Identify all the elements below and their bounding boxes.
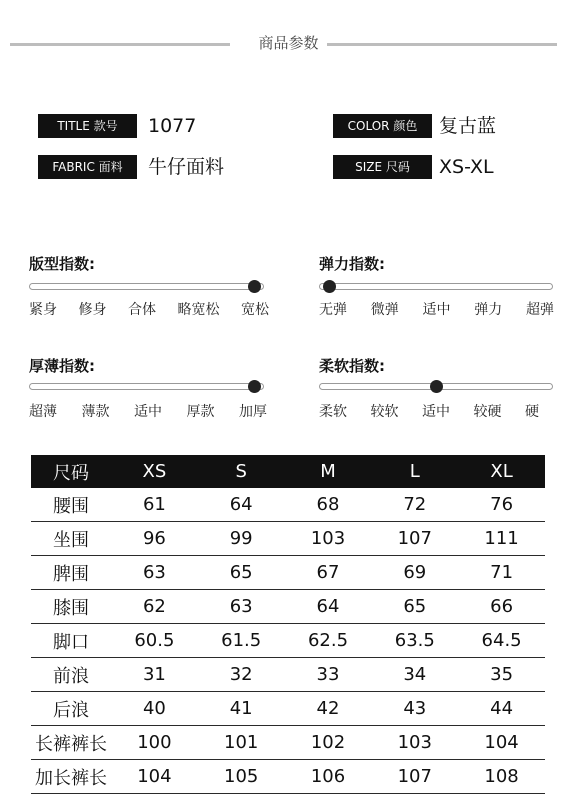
table-cell: 111 (458, 522, 545, 556)
header-line-right (327, 43, 557, 46)
table-cell: 105 (198, 760, 285, 794)
table-cell: 44 (458, 692, 545, 726)
softness-index-ticks (319, 401, 539, 421)
table-cell: 33 (285, 658, 372, 692)
tick-label: 紧身 (29, 302, 57, 318)
tick-label: 微弹 (370, 302, 399, 318)
table-cell: 32 (198, 658, 285, 692)
size-tag: SIZE 尺码 (333, 155, 432, 179)
table-cell: 107 (371, 760, 458, 794)
section-title: 商品参数 (258, 34, 319, 52)
row-label-cell: 膝围 (31, 590, 111, 624)
table-row (31, 658, 545, 692)
table-cell: 62 (111, 590, 198, 624)
table-cell: 96 (111, 522, 198, 556)
softness-index-knob (430, 380, 443, 393)
table-header-cell: 尺码 (31, 455, 111, 488)
table-cell: 60.5 (111, 624, 198, 658)
size-chart-table (31, 455, 545, 794)
table-header-cell: XL (458, 455, 545, 488)
table-cell: 107 (371, 522, 458, 556)
fit-index-track (29, 283, 264, 290)
table-cell: 65 (371, 590, 458, 624)
tick-label: 适中 (422, 404, 450, 420)
table-cell: 61.5 (198, 624, 285, 658)
color-tag: COLOR 颜色 (333, 114, 432, 138)
table-row (31, 692, 545, 726)
table-cell: 72 (371, 488, 458, 522)
table-cell: 101 (198, 726, 285, 760)
table-row (31, 488, 545, 522)
thickness-index-ticks (29, 401, 267, 421)
softness-index-title: 柔软指数: (319, 357, 385, 375)
table-row (31, 556, 545, 590)
table-cell: 31 (111, 658, 198, 692)
fit-index-ticks (29, 299, 269, 319)
table-cell: 63 (111, 556, 198, 590)
fit-index-title: 版型指数: (29, 255, 95, 273)
table-cell: 43 (371, 692, 458, 726)
tick-label: 加厚 (239, 404, 267, 420)
thickness-index-track (29, 383, 264, 390)
table-header-cell: M (285, 455, 372, 488)
table-row (31, 522, 545, 556)
tick-label: 超弹 (526, 302, 554, 318)
row-label-cell: 加长裤长 (31, 760, 111, 794)
tick-label: 较硬 (473, 404, 502, 420)
color-value: 复古蓝 (439, 115, 497, 137)
stretch-index-knob (323, 280, 336, 293)
tick-label: 略宽松 (177, 302, 220, 318)
table-row (31, 624, 545, 658)
table-cell: 40 (111, 692, 198, 726)
table-cell: 69 (371, 556, 458, 590)
table-row (31, 760, 545, 794)
row-label-cell: 腰围 (31, 488, 111, 522)
table-cell: 65 (198, 556, 285, 590)
table-cell: 67 (285, 556, 372, 590)
table-cell: 71 (458, 556, 545, 590)
table-header-row (31, 455, 545, 488)
table-row (31, 726, 545, 760)
table-body (31, 488, 545, 794)
thickness-index-knob (248, 380, 261, 393)
table-cell: 66 (458, 590, 545, 624)
table-header-cell: L (371, 455, 458, 488)
table-cell: 76 (458, 488, 545, 522)
tick-label: 适中 (134, 404, 162, 420)
table-cell: 64 (285, 590, 372, 624)
fit-index-knob (248, 280, 261, 293)
tick-label: 弹力 (474, 302, 503, 318)
fabric-value: 牛仔面料 (148, 156, 225, 178)
tick-label: 硬 (525, 404, 539, 420)
tick-label: 厚款 (186, 404, 215, 420)
title-tag: TITLE 款号 (38, 114, 137, 138)
table-cell: 99 (198, 522, 285, 556)
fabric-tag: FABRIC 面料 (38, 155, 137, 179)
tick-label: 薄款 (81, 404, 110, 420)
table-cell: 63 (198, 590, 285, 624)
tick-label: 柔软 (319, 404, 347, 420)
row-label-cell: 脾围 (31, 556, 111, 590)
stretch-index-title: 弹力指数: (319, 255, 385, 273)
table-header-cell: XS (111, 455, 198, 488)
table-cell: 64 (198, 488, 285, 522)
table-cell: 103 (371, 726, 458, 760)
table-cell: 102 (285, 726, 372, 760)
table-cell: 104 (111, 760, 198, 794)
row-label-cell: 脚口 (31, 624, 111, 658)
table-cell: 104 (458, 726, 545, 760)
tick-label: 宽松 (241, 302, 269, 318)
thickness-index-title: 厚薄指数: (29, 357, 95, 375)
table-cell: 61 (111, 488, 198, 522)
table-cell: 100 (111, 726, 198, 760)
row-label-cell: 后浪 (31, 692, 111, 726)
table-cell: 106 (285, 760, 372, 794)
tick-label: 无弹 (319, 302, 347, 318)
stretch-index-ticks (319, 299, 554, 319)
softness-index-track (319, 383, 553, 390)
stretch-index-track (319, 283, 553, 290)
title-value: 1077 (148, 115, 197, 137)
table-cell: 63.5 (371, 624, 458, 658)
size-value: XS-XL (439, 156, 494, 178)
row-label-cell: 长裤裤长 (31, 726, 111, 760)
table-header-cell: S (198, 455, 285, 488)
table-cell: 41 (198, 692, 285, 726)
table-cell: 34 (371, 658, 458, 692)
tick-label: 较软 (370, 404, 399, 420)
table-row (31, 590, 545, 624)
tick-label: 超薄 (29, 404, 57, 420)
table-cell: 64.5 (458, 624, 545, 658)
tick-label: 合体 (128, 302, 156, 318)
table-cell: 108 (458, 760, 545, 794)
tick-label: 修身 (78, 302, 107, 318)
table-cell: 35 (458, 658, 545, 692)
row-label-cell: 前浪 (31, 658, 111, 692)
table-cell: 62.5 (285, 624, 372, 658)
tick-label: 适中 (422, 302, 451, 318)
table-cell: 103 (285, 522, 372, 556)
table-cell: 68 (285, 488, 372, 522)
row-label-cell: 坐围 (31, 522, 111, 556)
table-cell: 42 (285, 692, 372, 726)
